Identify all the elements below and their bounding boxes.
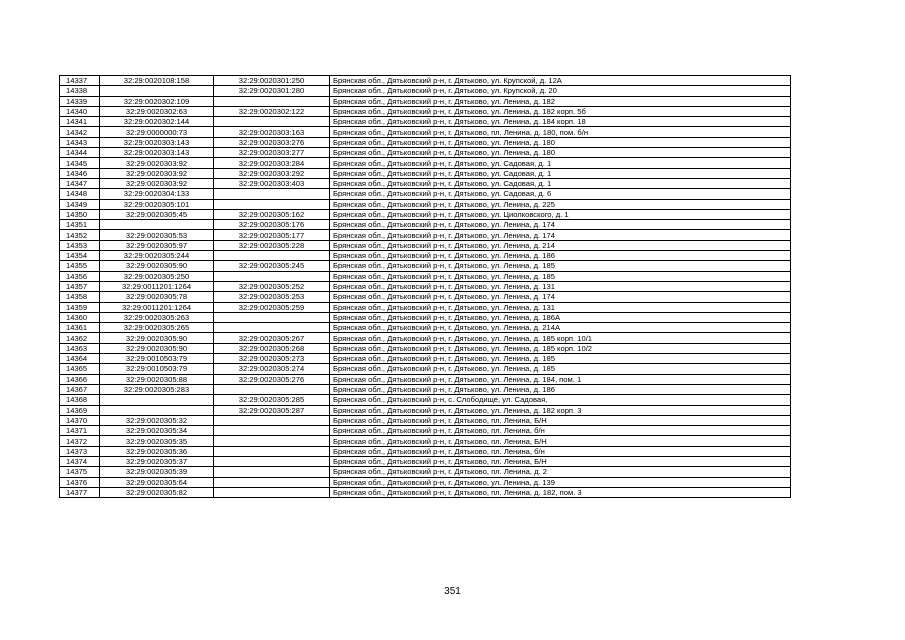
building-cadastral-number-cell: 32:29:0020305:177: [214, 230, 330, 240]
address-cell: Брянская обл., Дятьковский р-н, г. Дятьково, ул. Ленина, д. 139: [330, 477, 791, 487]
address-cell: Брянская обл., Дятьковский р-н, г. Дятьково, ул. Ленина, д. 131: [330, 281, 791, 291]
building-cadastral-number-cell: 32:29:0020305:176: [214, 220, 330, 230]
building-cadastral-number-cell: 32:29:0020305:253: [214, 292, 330, 302]
table-row: [60, 487, 791, 497]
table-row: [60, 374, 791, 384]
table-row: [60, 230, 791, 240]
land-cadastral-number-cell: 32:29:0020305:34: [100, 426, 214, 436]
table-row: [60, 302, 791, 312]
land-cadastral-number-cell: 32:29:0020304:133: [100, 189, 214, 199]
land-cadastral-number-cell: 32:29:0020303:143: [100, 137, 214, 147]
address-cell: Брянская обл., Дятьковский р-н, г. Дятьково, ул. Ленина, д. 185: [330, 261, 791, 271]
building-cadastral-number-cell: 32:29:0020303:284: [214, 158, 330, 168]
building-cadastral-number-cell: 32:29:0020305:259: [214, 302, 330, 312]
building-cadastral-number-cell: 32:29:0020302:122: [214, 106, 330, 116]
table-row: [60, 312, 791, 322]
row-number-cell: 14342: [60, 127, 100, 137]
row-number-cell: 14370: [60, 415, 100, 425]
building-cadastral-number-cell: [214, 323, 330, 333]
building-cadastral-number-cell: 32:29:0020305:287: [214, 405, 330, 415]
row-number-cell: 14366: [60, 374, 100, 384]
address-cell: Брянская обл., Дятьковский р-н, с. Слободище, ул. Садовая,: [330, 395, 791, 405]
land-cadastral-number-cell: 32:29:0020303:92: [100, 168, 214, 178]
address-cell: Брянская обл., Дятьковский р-н, г. Дятьково, ул. Ленина, д. 174: [330, 230, 791, 240]
land-cadastral-number-cell: 32:29:0020305:283: [100, 384, 214, 394]
table-row: [60, 333, 791, 343]
address-cell: Брянская обл., Дятьковский р-н, г. Дятьково, пл. Ленина, Б/Н: [330, 456, 791, 466]
row-number-cell: 14364: [60, 354, 100, 364]
land-cadastral-number-cell: 32:29:0020303:92: [100, 158, 214, 168]
building-cadastral-number-cell: 32:29:0020305:252: [214, 281, 330, 291]
land-cadastral-number-cell: 32:29:0020108:158: [100, 76, 214, 86]
building-cadastral-number-cell: [214, 446, 330, 456]
table-row: [60, 168, 791, 178]
building-cadastral-number-cell: 32:29:0020305:285: [214, 395, 330, 405]
building-cadastral-number-cell: 32:29:0020301:250: [214, 76, 330, 86]
address-cell: Брянская обл., Дятьковский р-н, г. Дятьково, ул. Ленина, д. 185: [330, 271, 791, 281]
building-cadastral-number-cell: [214, 251, 330, 261]
land-cadastral-number-cell: 32:29:0020305:90: [100, 343, 214, 353]
land-cadastral-number-cell: 32:29:0020305:53: [100, 230, 214, 240]
table-row: [60, 148, 791, 158]
building-cadastral-number-cell: [214, 415, 330, 425]
row-number-cell: 14359: [60, 302, 100, 312]
land-cadastral-number-cell: 32:29:0020305:265: [100, 323, 214, 333]
building-cadastral-number-cell: 32:29:0020305:267: [214, 333, 330, 343]
row-number-cell: 14344: [60, 148, 100, 158]
row-number-cell: 14377: [60, 487, 100, 497]
land-cadastral-number-cell: 32:29:0020305:88: [100, 374, 214, 384]
row-number-cell: 14363: [60, 343, 100, 353]
page-number: 351: [444, 586, 461, 597]
table-row: [60, 106, 791, 116]
address-cell: Брянская обл., Дятьковский р-н, г. Дятьково, ул. Ленина, д. 184, пом. 1: [330, 374, 791, 384]
address-cell: Брянская обл., Дятьковский р-н, г. Дятьково, ул. Циолковского, д. 1: [330, 209, 791, 219]
building-cadastral-number-cell: [214, 487, 330, 497]
building-cadastral-number-cell: [214, 189, 330, 199]
building-cadastral-number-cell: 32:29:0020305:228: [214, 240, 330, 250]
address-cell: Брянская обл., Дятьковский р-н, г. Дятьково, ул. Крупской, д. 12А: [330, 76, 791, 86]
table-row: [60, 251, 791, 261]
table-body: [60, 76, 791, 498]
row-number-cell: 14345: [60, 158, 100, 168]
row-number-cell: 14351: [60, 220, 100, 230]
building-cadastral-number-cell: 32:29:0020303:277: [214, 148, 330, 158]
address-cell: Брянская обл., Дятьковский р-н, г. Дятьково, ул. Ленина, д. 174: [330, 292, 791, 302]
row-number-cell: 14350: [60, 209, 100, 219]
table-row: [60, 456, 791, 466]
row-number-cell: 14354: [60, 251, 100, 261]
row-number-cell: 14337: [60, 76, 100, 86]
address-cell: Брянская обл., Дятьковский р-н, г. Дятьково, ул. Ленина, д. 182: [330, 96, 791, 106]
land-cadastral-number-cell: 32:29:0020305:82: [100, 487, 214, 497]
table-row: [60, 467, 791, 477]
address-cell: Брянская обл., Дятьковский р-н, г. Дятьково, ул. Ленина, д. 182 корп. 5б: [330, 106, 791, 116]
building-cadastral-number-cell: [214, 456, 330, 466]
table-row: [60, 281, 791, 291]
land-cadastral-number-cell: 32:29:0020303:92: [100, 178, 214, 188]
land-cadastral-number-cell: 32:29:0020303:143: [100, 148, 214, 158]
row-number-cell: 14353: [60, 240, 100, 250]
building-cadastral-number-cell: [214, 384, 330, 394]
land-cadastral-number-cell: 32:29:0020302:63: [100, 106, 214, 116]
land-cadastral-number-cell: 32:29:0020305:90: [100, 261, 214, 271]
row-number-cell: 14352: [60, 230, 100, 240]
table-row: [60, 354, 791, 364]
land-cadastral-number-cell: [100, 220, 214, 230]
table-row: [60, 189, 791, 199]
land-cadastral-number-cell: [100, 86, 214, 96]
table-row: [60, 199, 791, 209]
building-cadastral-number-cell: 32:29:0020303:403: [214, 178, 330, 188]
table-row: [60, 395, 791, 405]
row-number-cell: 14365: [60, 364, 100, 374]
address-cell: Брянская обл., Дятьковский р-н, г. Дятьково, ул. Ленина, д. 184 корп. 18: [330, 117, 791, 127]
building-cadastral-number-cell: [214, 426, 330, 436]
table-row: [60, 178, 791, 188]
building-cadastral-number-cell: 32:29:0020303:276: [214, 137, 330, 147]
address-cell: Брянская обл., Дятьковский р-н, г. Дятьково, ул. Садовая, д. 6: [330, 189, 791, 199]
row-number-cell: 14360: [60, 312, 100, 322]
table-row: [60, 477, 791, 487]
table-row: [60, 436, 791, 446]
land-cadastral-number-cell: 32:29:0020302:144: [100, 117, 214, 127]
address-cell: Брянская обл., Дятьковский р-н, г. Дятьково, пл. Ленина, б/н: [330, 446, 791, 456]
table-row: [60, 292, 791, 302]
address-cell: Брянская обл., Дятьковский р-н, г. Дятьково, ул. Ленина, д. 214А: [330, 323, 791, 333]
table-row: [60, 86, 791, 96]
address-cell: Брянская обл., Дятьковский р-н, г. Дятьково, пл. Ленина, Б/Н: [330, 436, 791, 446]
row-number-cell: 14346: [60, 168, 100, 178]
land-cadastral-number-cell: 32:29:0020305:32: [100, 415, 214, 425]
building-cadastral-number-cell: [214, 117, 330, 127]
building-cadastral-number-cell: 32:29:0020305:268: [214, 343, 330, 353]
table-row: [60, 364, 791, 374]
row-number-cell: 14355: [60, 261, 100, 271]
table-row: [60, 405, 791, 415]
table-row: [60, 117, 791, 127]
building-cadastral-number-cell: [214, 467, 330, 477]
land-cadastral-number-cell: 32:29:0020305:64: [100, 477, 214, 487]
row-number-cell: 14341: [60, 117, 100, 127]
land-cadastral-number-cell: 32:29:0020305:36: [100, 446, 214, 456]
row-number-cell: 14358: [60, 292, 100, 302]
row-number-cell: 14376: [60, 477, 100, 487]
address-cell: Брянская обл., Дятьковский р-н, г. Дятьково, пл. Ленина, д. 2: [330, 467, 791, 477]
building-cadastral-number-cell: [214, 96, 330, 106]
land-cadastral-number-cell: 32:29:0020305:37: [100, 456, 214, 466]
row-number-cell: 14375: [60, 467, 100, 477]
row-number-cell: 14339: [60, 96, 100, 106]
row-number-cell: 14362: [60, 333, 100, 343]
address-cell: Брянская обл., Дятьковский р-н, г. Дятьково, пл. Ленина, б/н: [330, 426, 791, 436]
row-number-cell: 14371: [60, 426, 100, 436]
building-cadastral-number-cell: 32:29:0020301:280: [214, 86, 330, 96]
table-row: [60, 240, 791, 250]
table-row: [60, 384, 791, 394]
table-row: [60, 426, 791, 436]
table-row: [60, 446, 791, 456]
land-cadastral-number-cell: 32:29:0020305:35: [100, 436, 214, 446]
land-cadastral-number-cell: 32:29:0010503:79: [100, 354, 214, 364]
building-cadastral-number-cell: [214, 436, 330, 446]
table-row: [60, 127, 791, 137]
table-row: [60, 271, 791, 281]
row-number-cell: 14357: [60, 281, 100, 291]
building-cadastral-number-cell: 32:29:0020305:274: [214, 364, 330, 374]
row-number-cell: 14373: [60, 446, 100, 456]
land-cadastral-number-cell: 32:29:0020305:97: [100, 240, 214, 250]
row-number-cell: 14343: [60, 137, 100, 147]
building-cadastral-number-cell: 32:29:0020305:162: [214, 209, 330, 219]
land-cadastral-number-cell: 32:29:0011201:1264: [100, 281, 214, 291]
address-cell: Брянская обл., Дятьковский р-н, г. Дятьково, ул. Ленина, д. 225: [330, 199, 791, 209]
building-cadastral-number-cell: 32:29:0020303:292: [214, 168, 330, 178]
row-number-cell: 14340: [60, 106, 100, 116]
land-cadastral-number-cell: 32:29:0011201:1264: [100, 302, 214, 312]
address-cell: Брянская обл., Дятьковский р-н, г. Дятьково, ул. Ленина, д. 182 корп. 3: [330, 405, 791, 415]
address-cell: Брянская обл., Дятьковский р-н, г. Дятьково, ул. Ленина, д. 174: [330, 220, 791, 230]
land-cadastral-number-cell: [100, 405, 214, 415]
table-row: [60, 220, 791, 230]
land-cadastral-number-cell: 32:29:0020305:45: [100, 209, 214, 219]
building-cadastral-number-cell: [214, 312, 330, 322]
address-cell: Брянская обл., Дятьковский р-н, г. Дятьково, ул. Ленина, д. 131: [330, 302, 791, 312]
row-number-cell: 14349: [60, 199, 100, 209]
table-row: [60, 158, 791, 168]
table-row: [60, 137, 791, 147]
table-row: [60, 323, 791, 333]
address-cell: Брянская обл., Дятьковский р-н, г. Дятьково, пл. Ленина, д. 180, пом. б/н: [330, 127, 791, 137]
land-cadastral-number-cell: 32:29:0020305:244: [100, 251, 214, 261]
address-cell: Брянская обл., Дятьковский р-н, г. Дятьково, ул. Ленина, д. 214: [330, 240, 791, 250]
land-cadastral-number-cell: 32:29:0010503:79: [100, 364, 214, 374]
address-cell: Брянская обл., Дятьковский р-н, г. Дятьково, пл. Ленина, Б/Н: [330, 415, 791, 425]
row-number-cell: 14347: [60, 178, 100, 188]
row-number-cell: 14374: [60, 456, 100, 466]
address-cell: Брянская обл., Дятьковский р-н, г. Дятьково, ул. Ленина, д. 185 корп. 10/2: [330, 343, 791, 353]
table-row: [60, 415, 791, 425]
building-cadastral-number-cell: 32:29:0020305:245: [214, 261, 330, 271]
address-cell: Брянская обл., Дятьковский р-н, г. Дятьково, ул. Ленина, д. 186: [330, 251, 791, 261]
land-cadastral-number-cell: [100, 395, 214, 405]
land-cadastral-number-cell: 32:29:0020305:39: [100, 467, 214, 477]
land-cadastral-number-cell: 32:29:0020305:250: [100, 271, 214, 281]
address-cell: Брянская обл., Дятьковский р-н, г. Дятьково, ул. Ленина, д. 186А: [330, 312, 791, 322]
address-cell: Брянская обл., Дятьковский р-н, г. Дятьково, ул. Ленина, д. 185: [330, 354, 791, 364]
address-cell: Брянская обл., Дятьковский р-н, г. Дятьково, ул. Ленина, д. 180: [330, 148, 791, 158]
address-cell: Брянская обл., Дятьковский р-н, г. Дятьково, ул. Ленина, д. 186: [330, 384, 791, 394]
address-cell: Брянская обл., Дятьковский р-н, г. Дятьково, пл. Ленина, д. 182, пом. 3: [330, 487, 791, 497]
registry-table: [59, 75, 791, 498]
table-row: [60, 96, 791, 106]
row-number-cell: 14368: [60, 395, 100, 405]
land-cadastral-number-cell: 32:29:0020305:263: [100, 312, 214, 322]
row-number-cell: 14348: [60, 189, 100, 199]
row-number-cell: 14338: [60, 86, 100, 96]
land-cadastral-number-cell: 32:29:0020305:101: [100, 199, 214, 209]
land-cadastral-number-cell: 32:29:0020305:90: [100, 333, 214, 343]
land-cadastral-number-cell: 32:29:0020305:78: [100, 292, 214, 302]
building-cadastral-number-cell: [214, 199, 330, 209]
address-cell: Брянская обл., Дятьковский р-н, г. Дятьково, ул. Ленина, д. 180: [330, 137, 791, 147]
row-number-cell: 14367: [60, 384, 100, 394]
address-cell: Брянская обл., Дятьковский р-н, г. Дятьково, ул. Ленина, д. 185 корп. 10/1: [330, 333, 791, 343]
building-cadastral-number-cell: 32:29:0020303:163: [214, 127, 330, 137]
land-cadastral-number-cell: 32:29:0020302:109: [100, 96, 214, 106]
building-cadastral-number-cell: [214, 271, 330, 281]
row-number-cell: 14356: [60, 271, 100, 281]
building-cadastral-number-cell: 32:29:0020305:276: [214, 374, 330, 384]
row-number-cell: 14361: [60, 323, 100, 333]
address-cell: Брянская обл., Дятьковский р-н, г. Дятьково, ул. Ленина, д. 185: [330, 364, 791, 374]
address-cell: Брянская обл., Дятьковский р-н, г. Дятьково, ул. Садовая, д. 1: [330, 158, 791, 168]
land-cadastral-number-cell: 32:29:0000000:73: [100, 127, 214, 137]
table-row: [60, 261, 791, 271]
building-cadastral-number-cell: 32:29:0020305:273: [214, 354, 330, 364]
address-cell: Брянская обл., Дятьковский р-н, г. Дятьково, ул. Садовая, д. 1: [330, 178, 791, 188]
table-row: [60, 343, 791, 353]
address-cell: Брянская обл., Дятьковский р-н, г. Дятьково, ул. Садовая, д. 1: [330, 168, 791, 178]
row-number-cell: 14372: [60, 436, 100, 446]
building-cadastral-number-cell: [214, 477, 330, 487]
table-row: [60, 209, 791, 219]
table-row: [60, 76, 791, 86]
row-number-cell: 14369: [60, 405, 100, 415]
address-cell: Брянская обл., Дятьковский р-н, г. Дятьково, ул. Крупской, д. 20: [330, 86, 791, 96]
